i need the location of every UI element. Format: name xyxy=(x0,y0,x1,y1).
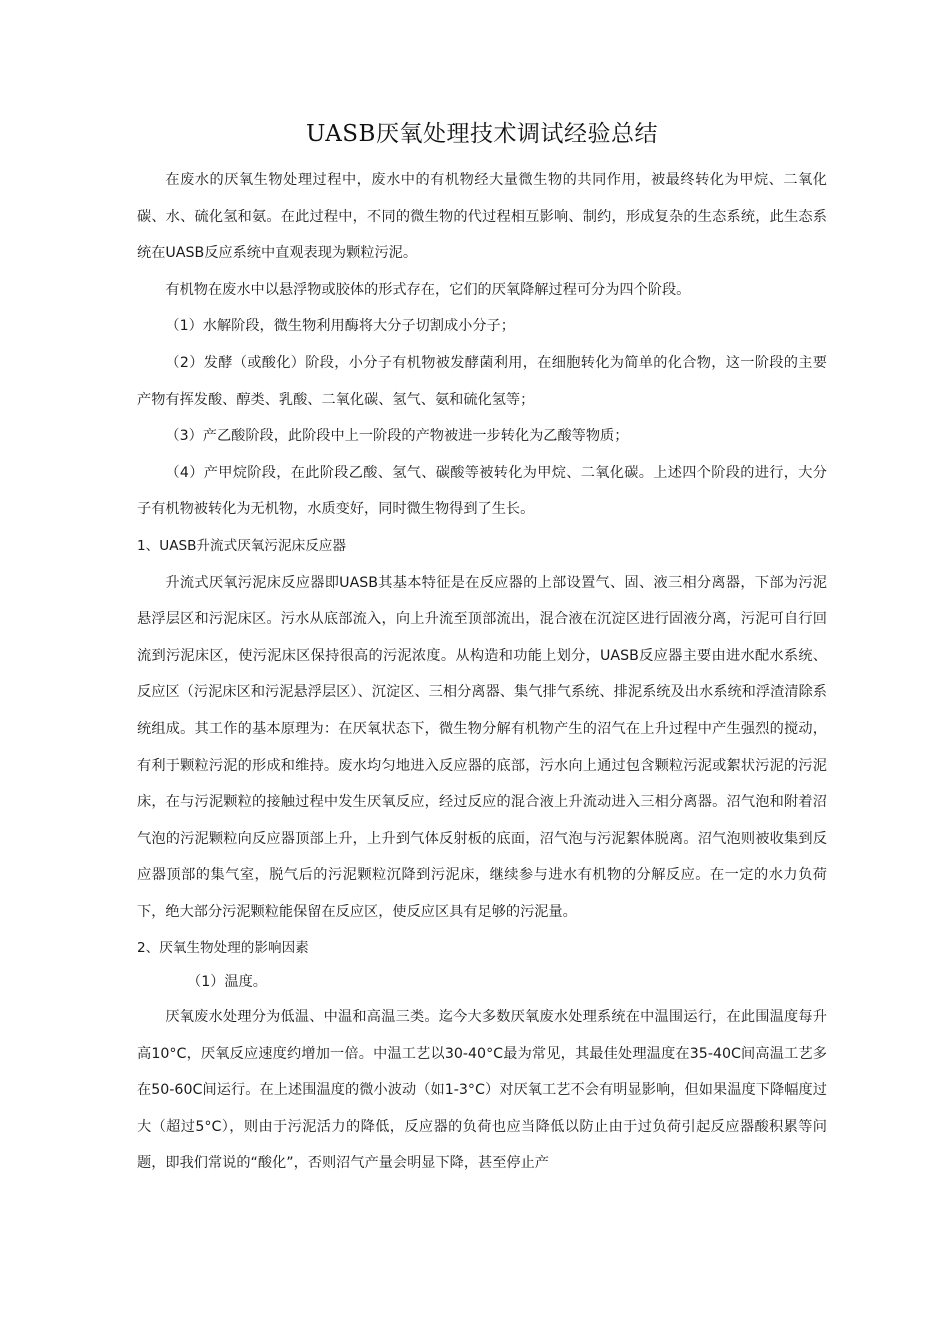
paragraph-stage-2: （2）发酵（或酸化）阶段，小分子有机物被发酵菌利用，在细胞转化为简单的化合物，这一阶段的主要产物有挥发酸、醇类、乳酸、二氧化碳、氢气、氨和硫化氢等； xyxy=(137,354,827,408)
section-1-body: 升流式厌氧污泥床反应器即UASB其基本特征是在反应器的上部设置气、固、液三相分离器，下部为污泥悬浮层区和污泥床区。污水从底部流入，向上升流至顶部流出，混合液在沉淀区进行固液分离，污泥可自行回流到污泥床区，使污泥床区保持很高的污泥浓度。从构造和功能上划分，UASB反应器主要由进水配水系统、反应区（污泥床区和污泥悬浮层区）、沉淀区、三相分离器、集气排气系统、排泥系统及出水系统和浮渣清除系统组成。其工作的基本原理为：在厌氧状态下，微生物分解有机物产生的沼气在上升过程中产生强烈的搅动，有利于颗粒污泥的形成和维持。废水均匀地进入反应器的底部，污水向上通过包含颗粒污泥或絮状污泥的污泥床，在与污泥颗粒的接触过程中发生厌氧反应，经过反应的混合液上升流动进入三相分离器。沼气泡和附着沼气泡的污泥颗粒向反应器顶部上升，上升到气体反射板的底面，沼气泡与污泥絮体脱离。沼气泡则被收集到反应器顶部的集气室，脱气后的污泥颗粒沉降到污泥床，继续参与进水有机物的分解反应。在一定的水力负荷下，绝大部分污泥颗粒能保留在反应区，使反应区具有足够的污泥量。 xyxy=(137,574,827,920)
section-2-body: 厌氧废水处理分为低温、中温和高温三类。迄今大多数厌氧废水处理系统在中温围运行，在此围温度每升高10°C，厌氧反应速度约增加一倍。中温工艺以30-40°C最为常见，其最佳处理温度在35-40C间高温工艺多在50-60C间运行。在上述围温度的微小波动（如1-3°C）对厌氧工艺不会有明显影响，但如果温度下降幅度过大（超过5°C），则由于污泥活力的降低，反应器的负荷也应当降低以防止由于过负荷引起反应器酸积累等问题，即我们常说的“酸化”，否则沼气产量会明显下降，甚至停止产 xyxy=(137,1009,827,1172)
document-body xyxy=(137,114,827,1182)
paragraph-stage-4: （4）产甲烷阶段，在此阶段乙酸、氢气、碳酸等被转化为甲烷、二氧化碳。上述四个阶段的进行，大分子有机物被转化为无机物，水质变好，同时微生物得到了生长。 xyxy=(137,464,827,518)
paragraph-stage-3: （3）产乙酸阶段，此阶段中上一阶段的产物被进一步转化为乙酸等物质； xyxy=(165,428,629,445)
section-1-heading: 1、UASB升流式厌氧污泥床反应器 xyxy=(137,537,346,554)
paragraph-stage-1: （1）水解阶段，微生物利用酶将大分子切割成小分子； xyxy=(165,318,515,335)
section-2-subheading-temperature: （1）温度。 xyxy=(187,974,267,991)
paragraph-stages-intro: 有机物在废水中以悬浮物或胶体的形式存在，它们的厌氧降解过程可分为四个阶段。 xyxy=(165,281,691,298)
section-2-heading: 2、厌氧生物处理的影响因素 xyxy=(137,940,309,957)
paragraph-intro: 在废水的厌氧生物处理过程中，废水中的有机物经大量微生物的共同作用，被最终转化为甲烷、二氧化碳、水、硫化氢和氨。在此过程中，不同的微生物的代过程相互影响、制约，形成复杂的生态系统，此生态系统在UASB反应系统中直观表现为颗粒污泥。 xyxy=(137,172,827,262)
document-title: UASB厌氧处理技术调试经验总结 xyxy=(306,121,658,147)
